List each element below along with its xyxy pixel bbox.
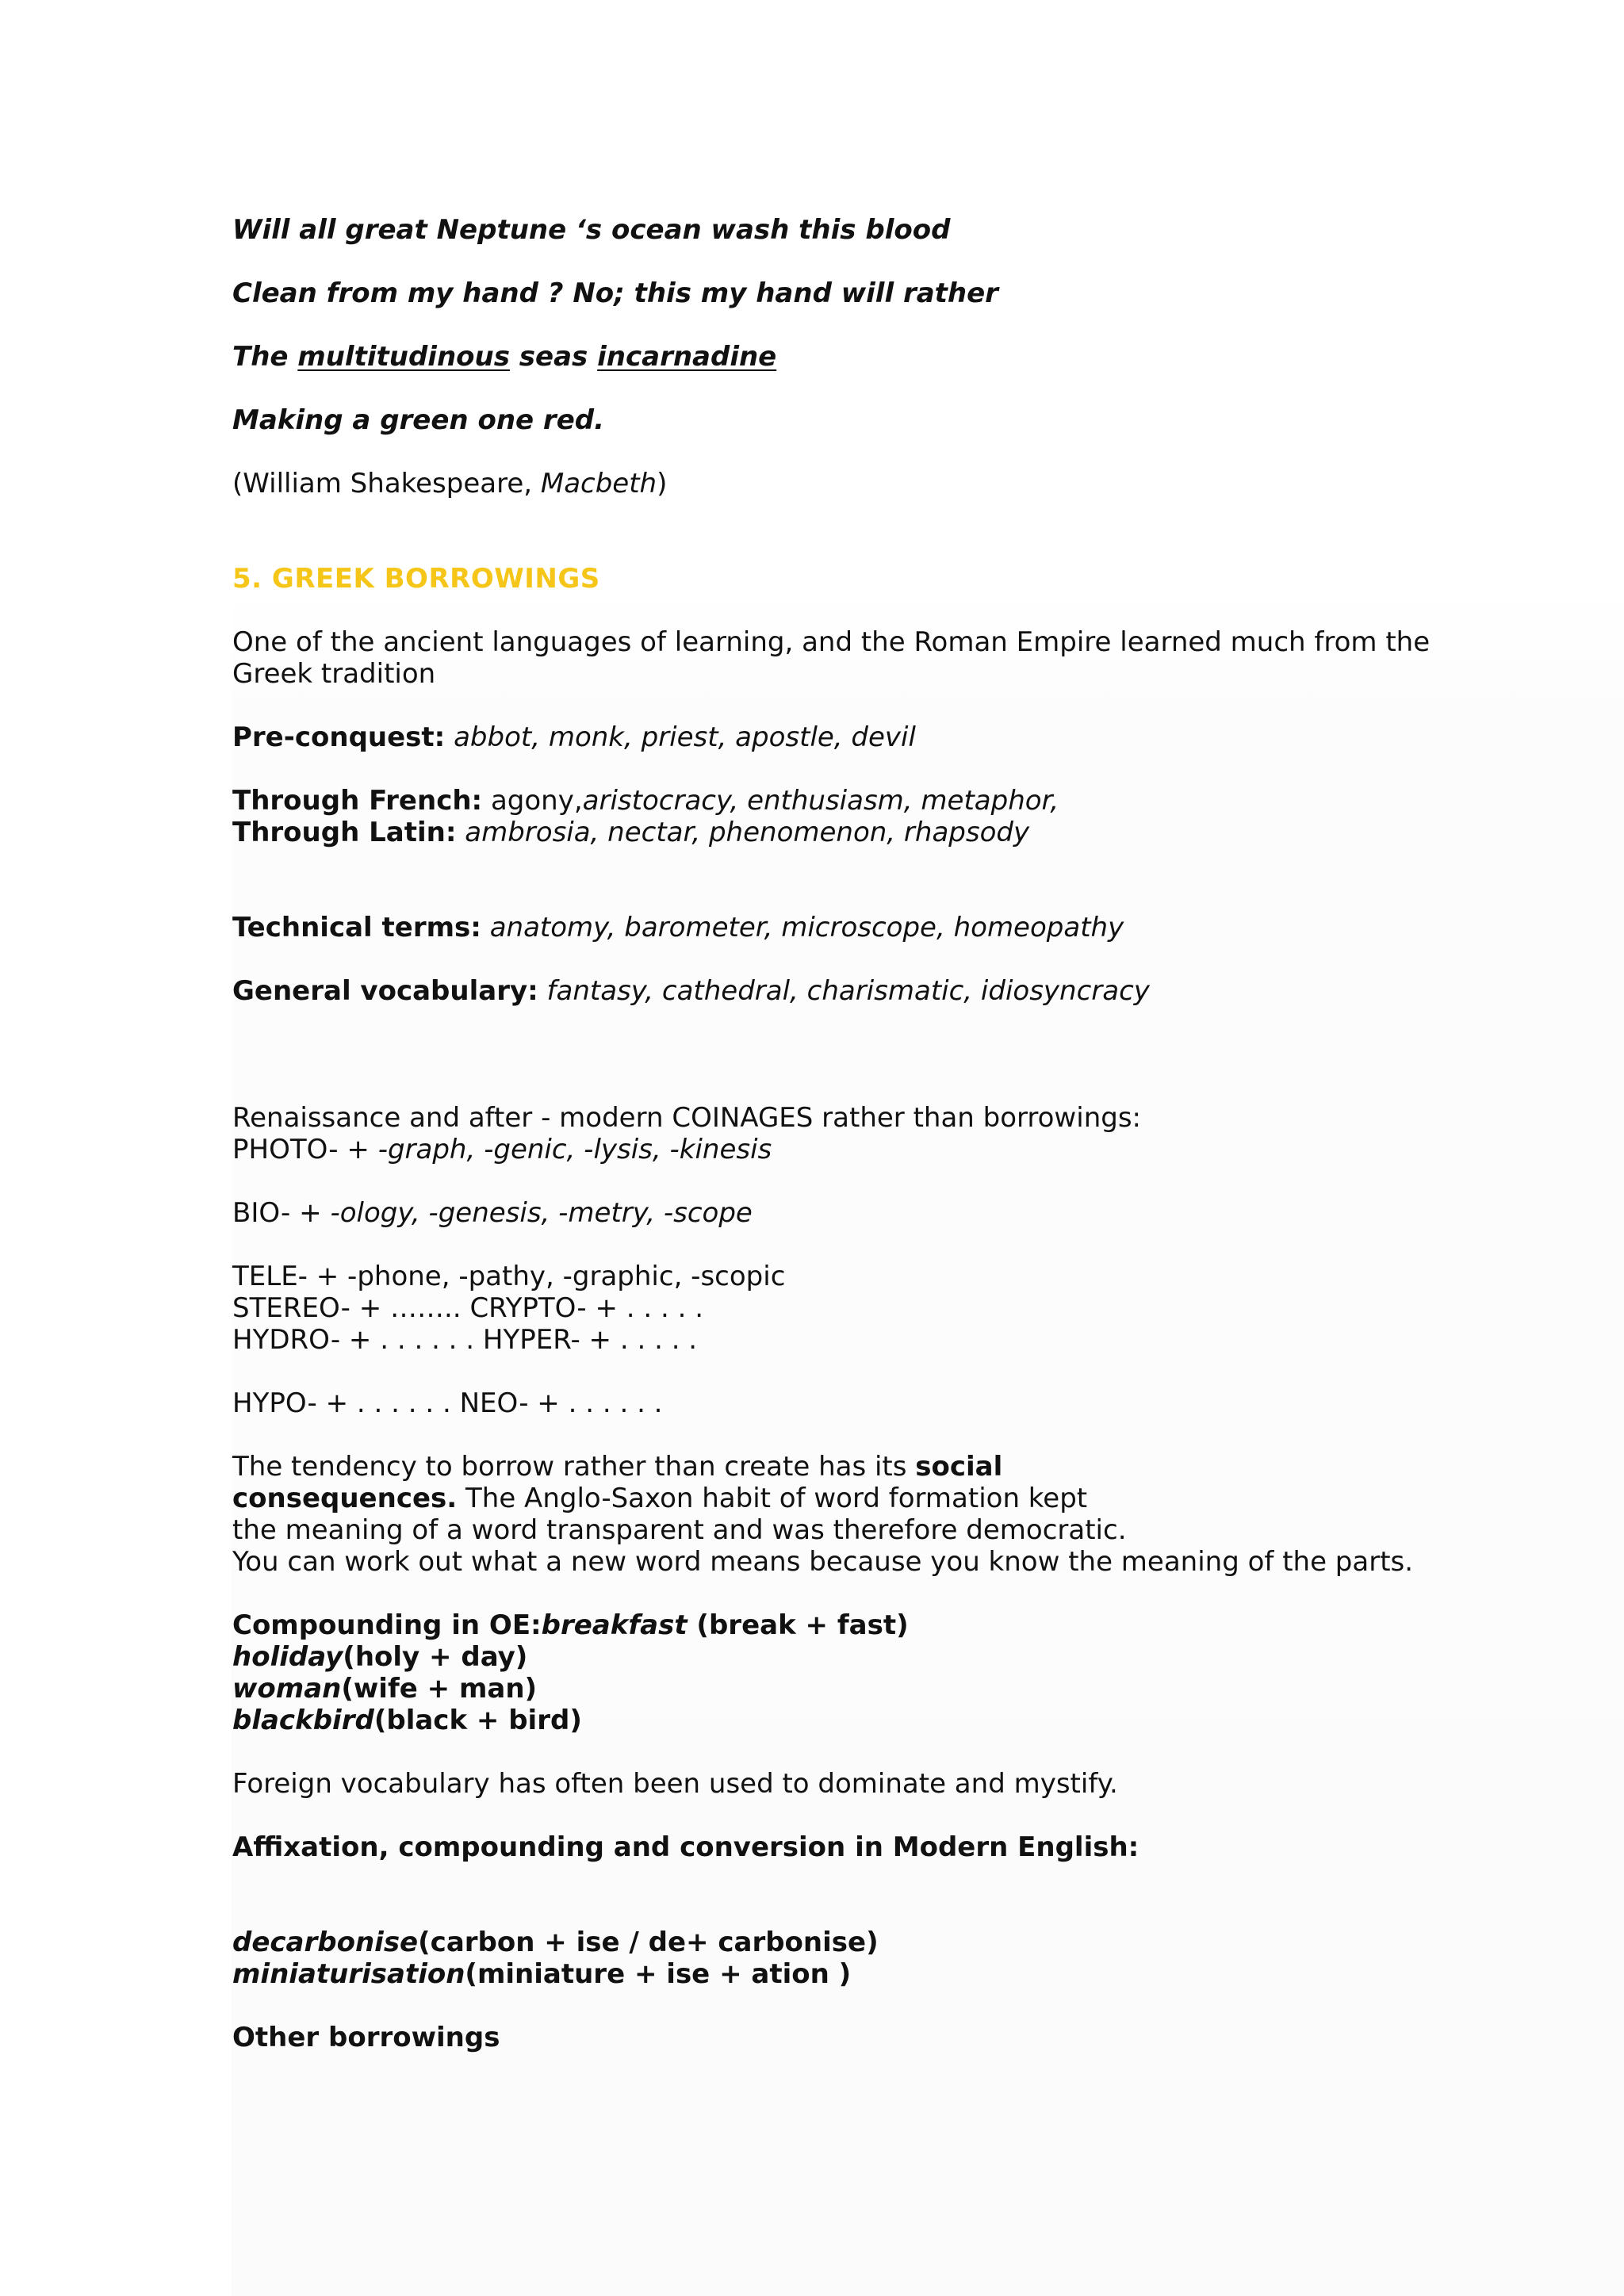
tendency-line-1 bbox=[232, 1451, 1501, 1483]
technical-terms-line bbox=[232, 912, 1501, 943]
compound-word: breakfast bbox=[541, 1609, 688, 1641]
coinage-photo-suffixes: -graph, -genic, -lysis, -kinesis bbox=[377, 1134, 772, 1165]
coinage-photo-prefix: PHOTO- + bbox=[232, 1134, 378, 1165]
tendency-line-1-text: The tendency to borrow rather than create has its bbox=[232, 1451, 916, 1483]
compounding-line-1 bbox=[232, 1609, 1501, 1641]
other-borrowings-heading: Other borrowings bbox=[232, 2022, 500, 2053]
coinage-stereo: STEREO- + …….. CRYPTO- + . . . . . bbox=[232, 1292, 704, 1324]
quote-citation bbox=[232, 468, 1501, 499]
affixed-word: decarbonise bbox=[232, 1927, 419, 1958]
coinage-hypo: HYPO- + . . . . . . NEO- + . . . . . . bbox=[232, 1387, 663, 1419]
compounding-line-4 bbox=[232, 1705, 1501, 1736]
quote-line-3 bbox=[232, 341, 1501, 373]
through-french-label: Through French: bbox=[232, 785, 483, 817]
compound-word: blackbird bbox=[232, 1705, 374, 1736]
section-heading: 5. GREEK BORROWINGS bbox=[232, 563, 600, 595]
quote-line-4: Making a green one red. bbox=[232, 404, 605, 436]
general-vocabulary-words: fantasy, cathedral, charismatic, idiosyncracy bbox=[538, 975, 1150, 1007]
pre-conquest-label: Pre-conquest: bbox=[232, 721, 446, 753]
coinage-bio-prefix: BIO- + bbox=[232, 1197, 331, 1229]
coinage-bio-suffixes: -ology, -genesis, -metry, -scope bbox=[330, 1197, 753, 1229]
through-latin-label: Through Latin: bbox=[232, 817, 457, 848]
through-french-words: aristocracy, enthusiasm, metaphor, bbox=[582, 785, 1059, 817]
citation-close: ) bbox=[657, 468, 668, 499]
tendency-line-2 bbox=[232, 1483, 1501, 1514]
tendency-line-2-text: The Anglo-Saxon habit of word formation kept bbox=[457, 1483, 1088, 1514]
quote-line-3-pre: The bbox=[232, 341, 298, 373]
through-french-plain: agony, bbox=[482, 785, 583, 817]
tendency-line-4: You can work out what a new word means because you know the meaning of the parts. bbox=[232, 1546, 1414, 1578]
compound-parts: (black + bird) bbox=[373, 1705, 582, 1736]
citation-work: Macbeth bbox=[540, 468, 657, 499]
general-vocabulary-label: General vocabulary: bbox=[232, 975, 538, 1007]
tendency-line-2-bold: consequences. bbox=[232, 1483, 458, 1514]
section-intro-line-1: One of the ancient languages of learning, and the Roman Empire learned much from the bbox=[232, 626, 1431, 658]
technical-terms-label: Technical terms: bbox=[232, 912, 481, 943]
through-french-line bbox=[232, 785, 1501, 817]
affixed-parts: (carbon + ise / de+ carbonise) bbox=[418, 1927, 879, 1958]
affixed-parts: (miniature + ise + ation ) bbox=[465, 1958, 852, 1990]
tendency-line-3: the meaning of a word transparent and was therefore democratic. bbox=[232, 1514, 1127, 1546]
coinage-bio bbox=[232, 1197, 1501, 1229]
pre-conquest-words: abbot, monk, priest, apostle, devil bbox=[445, 721, 916, 753]
coinage-tele: TELE- + -phone, -pathy, -graphic, -scopic bbox=[232, 1261, 786, 1292]
through-latin-line bbox=[232, 817, 1501, 848]
quote-line-3-mid: seas bbox=[509, 341, 598, 373]
compounding-line-3 bbox=[232, 1673, 1501, 1705]
citation-author: (William Shakespeare, bbox=[232, 468, 541, 499]
coinage-photo bbox=[232, 1134, 1501, 1165]
coinages-intro: Renaissance and after - modern COINAGES rather than borrowings: bbox=[232, 1102, 1141, 1134]
section-intro-line-2: Greek tradition bbox=[232, 658, 436, 690]
compounding-line-2 bbox=[232, 1641, 1501, 1673]
compound-parts: (break + fast) bbox=[687, 1609, 909, 1641]
affixation-line-2 bbox=[232, 1958, 1501, 1990]
compound-parts: (wife + man) bbox=[341, 1673, 538, 1705]
compound-word: woman bbox=[232, 1673, 342, 1705]
quote-line-2: Clean from my hand ? No; this my hand will rather bbox=[232, 277, 998, 309]
affixation-label: Affixation, compounding and conversion in Modern English: bbox=[232, 1831, 1139, 1863]
quote-line-1: Will all great Neptune ‘s ocean wash this blood bbox=[232, 214, 951, 246]
technical-terms-words: anatomy, barometer, microscope, homeopathy bbox=[481, 912, 1124, 943]
document-body bbox=[232, 214, 1501, 2053]
pre-conquest-line bbox=[232, 721, 1501, 753]
general-vocabulary-line bbox=[232, 975, 1501, 1007]
foreign-vocabulary-line: Foreign vocabulary has often been used to dominate and mystify. bbox=[232, 1768, 1118, 1800]
compounding-label: Compounding in OE: bbox=[232, 1609, 542, 1641]
compound-parts: (holy + day) bbox=[343, 1641, 528, 1673]
compound-word: holiday bbox=[232, 1641, 343, 1673]
affixed-word: miniaturisation bbox=[232, 1958, 465, 1990]
through-latin-words: ambrosia, nectar, phenomenon, rhapsody bbox=[456, 817, 1030, 848]
affixation-line-1 bbox=[232, 1927, 1501, 1958]
underlined-word-incarnadine: incarnadine bbox=[597, 341, 777, 373]
tendency-line-1-bold: social bbox=[915, 1451, 1003, 1483]
underlined-word-multitudinous: multitudinous bbox=[297, 341, 510, 373]
coinage-hydro: HYDRO- + . . . . . . HYPER- + . . . . . bbox=[232, 1324, 698, 1356]
